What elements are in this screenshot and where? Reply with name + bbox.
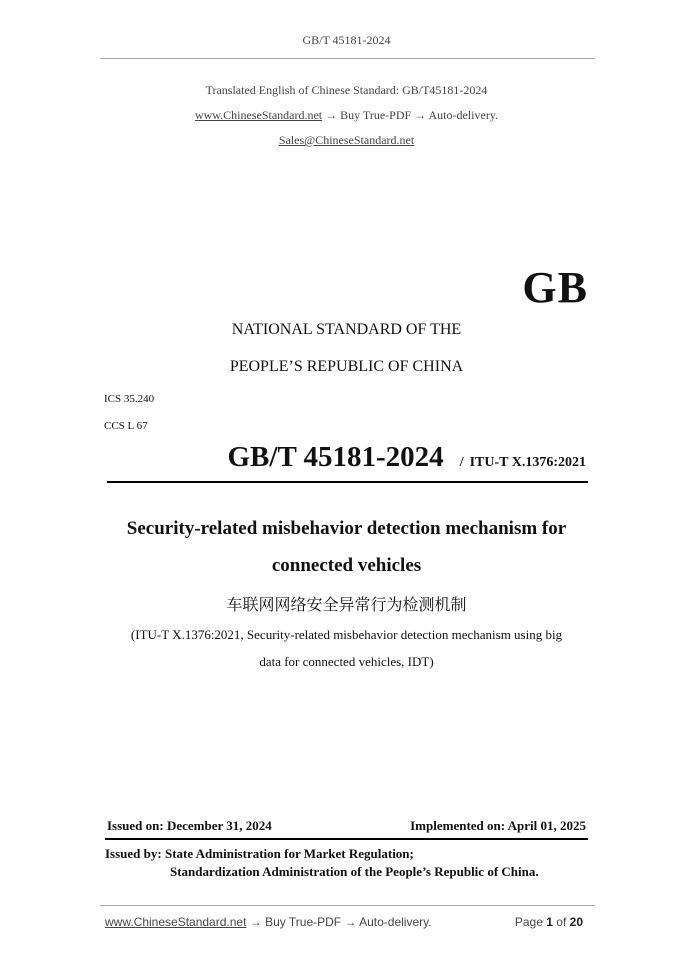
standard-number-line bbox=[228, 441, 587, 474]
footer-site-link[interactable]: www.ChineseStandard.net bbox=[105, 915, 247, 929]
site-link[interactable]: www.ChineseStandard.net bbox=[194, 108, 323, 122]
ics-code: ICS 35.240 bbox=[104, 393, 155, 405]
dates-divider bbox=[105, 838, 588, 840]
standard-divider bbox=[107, 481, 588, 483]
standard-number: GB/T 45181-2024 bbox=[227, 441, 444, 473]
issued-by-line2: Standardization Administration of the People’s Republic of China. bbox=[170, 864, 539, 879]
ccs-code: CCS L 67 bbox=[104, 420, 148, 432]
arrow-icon: → bbox=[322, 108, 341, 122]
idt-note-line1: (ITU-T X.1376:2021, Security-related misbehavior detection mechanism using big bbox=[130, 627, 563, 642]
sales-email-line bbox=[0, 133, 693, 148]
header-divider bbox=[100, 58, 595, 59]
gb-mark: GB bbox=[522, 263, 588, 312]
page-label: Page bbox=[514, 915, 543, 929]
footer-divider bbox=[100, 905, 595, 906]
buy-pdf-text: Buy True-PDF bbox=[340, 108, 412, 122]
implemented-on-date: Implemented on: April 01, 2025 bbox=[410, 818, 586, 833]
page-indicator bbox=[515, 915, 583, 929]
arrow-icon: → bbox=[411, 108, 429, 122]
sales-email-link[interactable]: Sales@ChineseStandard.net bbox=[278, 133, 415, 147]
of-label: of bbox=[556, 915, 567, 929]
issued-by-line1: Issued by: State Administration for Market Regulation; bbox=[105, 846, 414, 861]
issued-on-date: Issued on: December 31, 2024 bbox=[107, 818, 272, 833]
document-title-line2: connected vehicles bbox=[271, 555, 422, 576]
chinese-title: 车联网网络安全异常行为检测机制 bbox=[226, 595, 467, 614]
idt-note-line2: data for connected vehicles, IDT) bbox=[259, 654, 434, 669]
page-total: 20 bbox=[569, 915, 583, 929]
auto-delivery-text: Auto-delivery. bbox=[428, 108, 499, 122]
page-number: 1 bbox=[546, 915, 553, 929]
purchase-notice bbox=[0, 108, 693, 123]
footer-promo-text: → Buy True-PDF → Auto-delivery. bbox=[246, 915, 432, 929]
itu-number: ITU-T X.1376:2021 bbox=[469, 455, 586, 470]
document-title-line1: Security-related misbehavior detection mechanism for bbox=[126, 518, 567, 539]
national-standard-line1: NATIONAL STANDARD OF THE bbox=[231, 321, 462, 338]
running-header: GB/T 45181-2024 bbox=[302, 33, 391, 47]
translation-notice: Translated English of Chinese Standard: GB/T45181-2024 bbox=[205, 83, 488, 97]
national-standard-line2: PEOPLE’S REPUBLIC OF CHINA bbox=[229, 358, 464, 375]
standard-separator: / bbox=[459, 455, 464, 470]
footer-promo bbox=[105, 915, 432, 929]
